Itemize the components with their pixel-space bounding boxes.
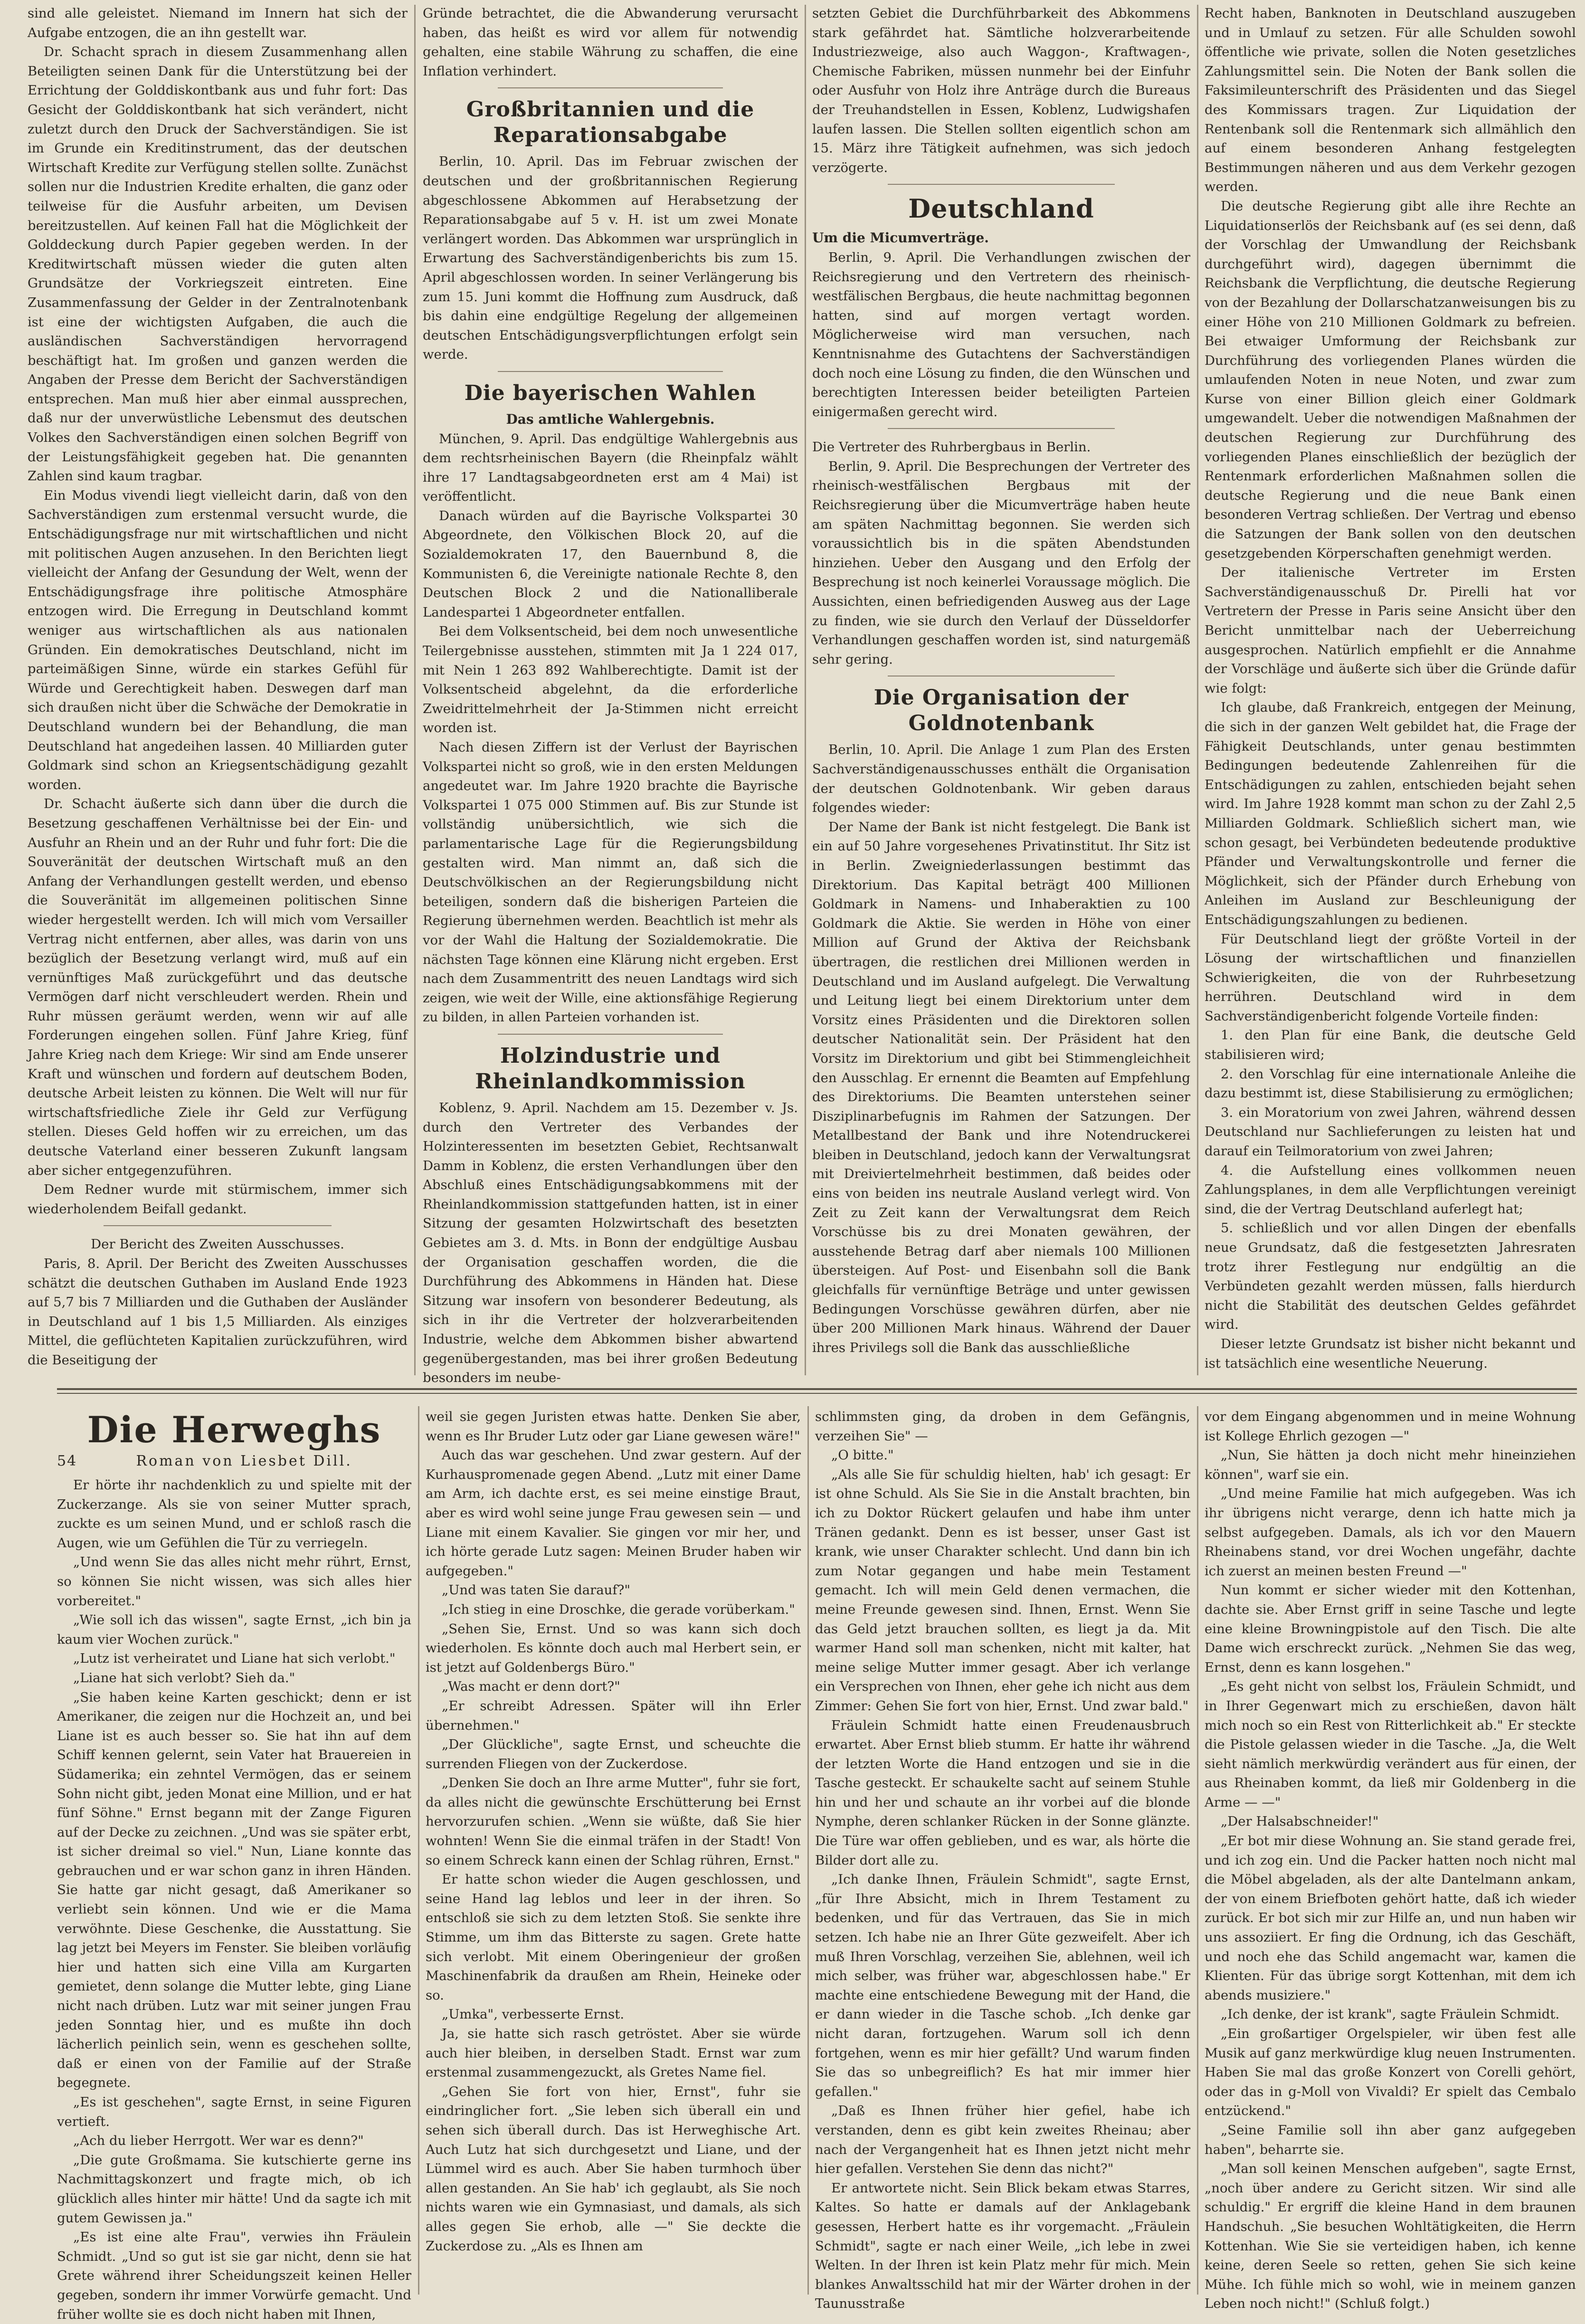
paragraph: Koblenz, 9. April. Nachdem am 15. Dezember v. Js. durch den Vertreter des Verbandes der Holzinteressenten im besetzten Gebiet, Rechtsanwalt Damm in Koblenz, die ersten Verhandlungen über den Abschluß eines Entschädigungsabkommens mit der Rheinlandkommission stattgefunden hatten, ist in einer Sitzung der gesamten Holzwirtschaft des besetzten Gebietes am 3. d. Mts. in Bonn der endgültige Ausbau der Organisation geschaffen worden, die die Durchführung des Abkommens in Händen hat. Diese Sitzung war insofern von besonderer Bedeutung, als sich in ihr die Vertreter der holzverarbeitenden Industrie, welche dem Abkommen bisher abwartend gegenübergestanden, mas bei ihrer großen Bedeutung besonders im neube- bbox=[423, 1100, 798, 1386]
column-rule bbox=[807, 1406, 809, 2295]
divider bbox=[498, 371, 723, 372]
paragraph: Er hatte schon wieder die Augen geschlossen, und seine Hand lag leblos und leer in der ihren. So entschloß sie sich zu dem letzten Stoß. Sie senkte ihre Stimme, um ihm das Bitterste zu sagen. Grete hatte sich verlobt. Mit einem Oberingenieur der großen Maschinenfabrik da draußen am Rhein, Heineke oder so. bbox=[426, 1872, 801, 2003]
section-subheading: Die Vertreter des Ruhrbergbaus in Berlin. bbox=[812, 439, 1091, 455]
section-subheading: Der Bericht des Zweiten Ausschusses. bbox=[91, 1237, 344, 1252]
paragraph: Ja, sie hatte sich rasch getröstet. Aber sie würde auch hier bleiben, in derselben Stadt. Ernst war zum erstenmal zusammengezuckt, als Gretes Name fiel. bbox=[426, 2026, 801, 2080]
paragraph: „Sehen Sie, Ernst. Und so was kann sich doch wiederholen. Es könnte doch auch mal Herbert sein, er ist jetzt auf Goldenbergs Büro." bbox=[426, 1621, 801, 1675]
paragraph: schlimmsten ging, da droben in dem Gefängnis, verzeihen Sie" — bbox=[815, 1409, 1190, 1444]
divider bbox=[888, 184, 1115, 185]
paragraph: sind alle geleistet. Niemand im Innern hat sich der Aufgabe entzogen, die an ihn gestellt war. bbox=[28, 6, 408, 40]
paragraph: Paris, 8. April. Der Bericht des Zweiten Ausschusses schätzt die deutschen Guthaben im Ausland Ende 1923 auf 5,7 bis 7 Milliarden und die Guthaben der Ausländer in Deutschland auf 1 bis 1,5 Milliarden. Als einziges Mittel, die geflüchteten Kapitalien zurückzuführen, wird die Beseitigung der bbox=[28, 1256, 408, 1368]
paragraph: „Und meine Familie hat mich aufgegeben. Was ich ihr übrigens nicht verarge, denn ich hatte mich ja selbst aufgegeben. Damals, als ich vor den Mauern Rheinabens stand, vor drei Wochen ungefähr, dachte ich zuerst an meinen besten Freund —" bbox=[1205, 1486, 1576, 1579]
paragraph: Dr. Schacht äußerte sich dann über die durch die Besetzung geschaffenen Verhältnisse bei der Ein- und Ausfuhr an Rhein und an der Ruhr und fuhr fort: Die die Souveränität der deutschen Wirtschaft muß an den Anfang der Verhandlungen gestellt werden, und ebenso die Souveränität im allgemeinen politischen Sinne wieder hergestellt werden. Ich will mich vom Versailler Vertrag nicht entfernen, aber alles, was darin von uns bezüglich der Besetzung verlangt wird, muß auf ein vernünftiges Maß zurückgeführt und das deutsche Vermögen darf nicht verschleudert werden. Rhein und Ruhr müssen geräumt werden, wenn wir auf alle Forderungen eingehen sollen. Fünf Jahre Krieg, fünf Jahre Krieg nach dem Kriege: Wir sind am Ende unserer Kraft und wünschen und fordern auf deutschem Boden, deutsche Arbeit leisten zu können. Die Welt will nur für wirtschaftsfriedliche Ziele ihr Geld zur Verfügung stellen. Dieses Geld hoffen wir zu erreichen, um das deutsche Vaterland einer besseren Zukunft langsam aber sicher entgegenzuführen. bbox=[28, 796, 408, 1178]
column-rule bbox=[414, 5, 416, 1375]
paragraph: „Liane hat sich verlobt? Sieh da." bbox=[73, 1670, 295, 1686]
column-rule bbox=[805, 5, 806, 1375]
divider bbox=[104, 1225, 332, 1226]
paragraph: Ich glaube, daß Frankreich, entgegen der Meinung, die sich in der ganzen Welt gebildet hat, die Frage der Fähigkeit Deutschlands, unter genau bestimmten Bedingungen bedeutende Zahlenreihen für die Entschädigungen zu zahlen, entschieden bejaht sehen wird. Im Jahre 1928 kommt man schon zu der Zahl 2,5 Milliarden Goldmark. Schließlich sichert man, wie schon gesagt, bei Verbündeten bedeutende produktive Pfänder und Verwaltungskontrolle und ferner die Möglichkeit, sich der Pfänder durch Erhebung von Anleihen im Ausland zur Beschleunigung der Entschädigungszahlungen zu bedienen. bbox=[1205, 700, 1576, 927]
paragraph: Auch das war geschehen. Und zwar gestern. Auf der Kurhauspromenade gegen Abend. „Lutz mit einer Dame am Arm, ich dachte erst, es sei meine einstige Braut, aber es wird wohl seine junge Frau gewesen sein — und Liane mit einem Kavalier. Sie gingen vor mir her, und ich hörte gerade Lutz sagen: Meinen Bruder haben wir aufgegeben." bbox=[426, 1448, 801, 1579]
news-column-1 bbox=[28, 4, 408, 1374]
column-rule bbox=[1197, 1406, 1198, 2295]
list-item: 1. den Plan für eine Bank, die deutsche Geld stabilisieren wird; bbox=[1205, 1028, 1576, 1063]
paragraph: „Ich denke, der ist krank", sagte Fräulein Schmidt. bbox=[1221, 2007, 1560, 2022]
list-item: 2. den Vorschlag für eine internationale Anleihe die dazu bestimmt ist, diese Stabilisierung zu ermöglichen; bbox=[1205, 1066, 1576, 1101]
paragraph: „Der Halsabschneider!" bbox=[1221, 1814, 1379, 1829]
paragraph: Dr. Schacht sprach in diesem Zusammenhang allen Beteiligten seinen Dank für die Unterstützung bei der Errichtung der Golddiskontbank aus und fuhr fort: Das Gesicht der Golddiskontbank hat sich verändert, nicht zuletzt durch den Druck der Sachverständigen. Sie ist im Grunde ein Kreditinstrument, das der deutschen Wirtschaft Kredite zur Verfügung stellen sollte. Zunächst sollen nur die Industrien Kredite erhalten, die ganz oder teilweise für die Ausfuhr arbeiten, um Devisen bereitzustellen. Auf keinen Fall hat die Möglichkeit der Golddeckung durch Papier gegeben werden. In der Kreditwirtschaft müssen wieder die guten alten Grundsätze der Vorkriegszeit eintreten. Eine Zusammenfassung der Gelder in der Zentralnotenbank ist eine der wichtigsten Aufgaben, die auch die ausländischen Sachverständigen hervorragend beschäftigt hat. Im großen und ganzen werden die Angaben der Presse dem Bericht der Sachverständigen entsprechen. Man muß hier aber einmal aussprechen, daß nur der unverwüstliche Lebensmut des deutschen Volkes den Sachverständigen einen solchen Begriff von der Leistungsfähigkeit gegeben hat. Die genannten Zahlen sind kaum tragbar. bbox=[28, 44, 408, 484]
paragraph: Der italienische Vertreter im Ersten Sachverständigenausschuß Dr. Pirelli hat vor Vertretern der Presse in Paris seine Ansicht über den Bericht unmittelbar nach der Ueberreichung ausgesprochen. Natürlich empfiehlt er die Annahme der Vorschläge und äußerte sich über die Gründe dafür wie folgt: bbox=[1205, 565, 1576, 696]
paragraph: „Umka", verbesserte Ernst. bbox=[442, 2007, 625, 2022]
paragraph: Recht haben, Banknoten in Deutschland auszugeben und in Umlauf zu setzen. Für alle Schulden sowohl öffentliche wie private, sollen die Noten gesetzliches Zahlungsmittel sein. Die Noten der Bank sollen die Faksimileunterschrift des Präsidenten und das Siegel des Kommissars tragen. Zur Liquidation der Rentenbank soll die Rentenmark sich allmählich den auf einem besonderen Anhang festgelegten Bestimmungen näheren und aus dem Verkehr gezogen werden. bbox=[1205, 6, 1576, 195]
paragraph: Dieser letzte Grundsatz ist bisher nicht bekannt und ist tatsächlich eine wesentliche Neuerung. bbox=[1205, 1336, 1576, 1371]
paragraph: Er antwortete nicht. Sein Blick bekam etwas Starres, Kaltes. So hatte er damals auf der Anklagebank gesessen, Herbert hatte es ihr vorgemacht. „Fräulein Schmidt", sagte er nach einer Weile, „ich lebe in zwei Welten. In der Ihren ist kein Platz mehr für mich. Mein blankes Anwaltsschild hat mir der Wärter drohen in der Taunusstraße bbox=[815, 2180, 1190, 2312]
paragraph: Ein Modus vivendi liegt vielleicht darin, daß von den Sachverständigen zum erstenmal versucht wurde, die Entschädigungsfrage nur mit wirtschaftlichen und nicht mit politischen Augen anzusehen. In den Berichten liegt vielleicht der Anfang der Gesundung der Welt, wenn der Entschädigungsfrage ihre politische Atmosphäre entzogen wird. Die Erregung in Deutschland kommt weniger aus wirtschaftlichen als aus nationalen Gründen. Ein demokratisches Deutschland, nicht im parteimäßigen Sinne, würde ein starkes Gefühl für Würde und Gerechtigkeit haben. Deswegen darf man sich draußen nicht über die Schwäche der Demokratie in Deutschland wundern bei der Behandlung, die man Deutschland hat angedeihen lassen. 40 Milliarden guter Goldmark sind schon an Kriegsentschädigung gezahlt worden. bbox=[28, 487, 408, 792]
paragraph: Fräulein Schmidt hatte einen Freudenausbruch erwartet. Aber Ernst blieb stumm. Er hatte ihr während der letzten Worte die Hand entzogen und sie in die Tasche gesteckt. Er schaukelte sacht auf seinem Stuhle hin und her und schaute an ihr vorbei auf die blonde Nymphe, deren schlanker Rücken in der Sonne glänzte. Die Türe war offen geblieben, und es war, als hörte die Bilder dort alle zu. bbox=[815, 1717, 1190, 1868]
paragraph: Gründe betrachtet, die die Abwanderung verursacht haben, das heißt es wird vor allem für notwendig gehalten, eine stabile Währung zu schaffen, die eine Inflation verhindert. bbox=[423, 6, 798, 79]
paragraph: Er hörte ihr nachdenklich zu und spielte mit der Zuckerzange. Als sie von seiner Mutter sprach, zuckte es um seinen Mund, und er schloß rasch die Augen, wie um Gefühlen die Tür zu verriegeln. bbox=[57, 1477, 411, 1551]
paragraph: Berlin, 10. April. Das im Februar zwischen der deutschen und der großbritannischen Regierung abgeschlossene Abkommen auf Herabsetzung der Reparationsabgabe auf 5 v. H. ist um zwei Monate verlängert worden. Das Abkommen war ursprünglich in Erwartung des Sachverständigenberichts bis zum 15. April abgeschlossen worden. In seiner Verlängerung bis zum 15. Juni kommt die Hoffnung zum Ausdruck, daß bis dahin eine endgültige Regelung der allgemeinen deutschen Entschädigungsverpflichtungen erfolgt sein werde. bbox=[423, 154, 798, 362]
paragraph: „Daß es Ihnen früher hier gefiel, habe ich verstanden, denn es gibt kein zweites Rheinau; aber nach der Vergangenheit hat es Ihnen jetzt nicht mehr hier gefallen. Verstehen Sie denn das nicht?" bbox=[815, 2103, 1190, 2177]
novel-subtitle: Roman von Liesbet Dill. bbox=[136, 1453, 352, 1469]
list-item: 4. die Aufstellung eines vollkommen neuen Zahlungsplanes, in dem alle Verpflichtungen vereinigt sind, die der Vertrag Deutschland auferlegt hat; bbox=[1205, 1162, 1576, 1217]
paragraph: Für Deutschland liegt der größte Vorteil in der Lösung der wirtschaftlichen und finanziellen Schwierigkeiten, die von der Ruhrbesetzung herrühren. Deutschland wird in dem Sachverständigenbericht folgende Vorteile finden: bbox=[1205, 931, 1576, 1024]
news-column-4 bbox=[1205, 4, 1576, 1374]
paragraph: Nach diesen Ziffern ist der Verlust der Bayrischen Volkspartei nicht so groß, wie in den ersten Meldungen angedeutet war. Im Jahre 1920 brachte die Bayrische Volkspartei 1 075 000 Stimmen auf. Bis zur Stunde ist vollständig unübersichtlich, wie sich die parlamentarische Lage für die Regierungsbildung gestalten wird. Man nimmt an, daß sich die Deutschvölkischen an der Regierungsbildung nicht beteiligen, sondern daß die bisherigen Parteien die Regierung übernehmen werden. Beachtlich ist mehr als vor der Wahl die Haltung der Sozialdemokratie. Die nächsten Tage können eine Klärung nicht ergeben. Erst nach dem Zusammentritt des neuen Landtags wird sich zeigen, wie weit der Wille, eine aktionsfähige Regierung zu bilden, in allen Parteien vorhanden ist. bbox=[423, 740, 798, 1025]
paragraph: „Es ist eine alte Frau", verwies ihn Fräulein Schmidt. „Und so gut ist sie gar nicht, denn sie hat Grete während ihrer Scheidungszeit keinen Heller gegeben, sondern ihr immer Vorwürfe gemacht. Und früher wollte sie es doch nicht haben mit Ihnen, bbox=[57, 2229, 411, 2322]
divider bbox=[498, 87, 723, 88]
article-title-germany: Deutschland bbox=[908, 193, 1094, 224]
article-subtitle: Das amtliche Wahlergebnis. bbox=[506, 411, 715, 427]
paragraph: „Wie soll ich das wissen", sagte Ernst, „ich bin ja kaum vier Wochen zurück." bbox=[57, 1612, 411, 1647]
list-item: 3. ein Moratorium von zwei Jahren, während dessen Deutschland nur Sachlieferungen zu leisten hat und darauf ein Teilmoratorium von zwei Jahren; bbox=[1205, 1105, 1576, 1159]
column-rule bbox=[418, 1406, 419, 2295]
paragraph: „Ich stieg in eine Droschke, die gerade vorüberkam." bbox=[442, 1601, 795, 1617]
divider bbox=[498, 1034, 723, 1035]
article-title-wood: Holzindustrie und Rheinlandkommission bbox=[475, 1043, 746, 1094]
novel-byline bbox=[57, 1452, 411, 1471]
paragraph: „Der Glückliche", sagte Ernst, und scheuchte die surrenden Fliegen von der Zuckerdose. bbox=[426, 1737, 801, 1772]
list-item: 5. schließlich und vor allen Dingen der ebenfalls neue Grundsatz, daß die festgesetzten Jahresraten trotz ihrer Festlegung nur endgültig an die Verbündeten gezahlt werden müssen, falls hierdurch nicht die Stabilität des deutschen Geldes gefährdet wird. bbox=[1205, 1220, 1576, 1333]
paragraph: „Die gute Großmama. Sie kutschierte gerne ins Nachmittagskonzert und fragte mich, ob ich glücklich alles hinter mir hätte! Und da sagte ich mit gutem Gewissen ja." bbox=[57, 2152, 411, 2226]
paragraph: „Und wenn Sie das alles nicht mehr rührt, Ernst, so können Sie nicht wissen, was sich alles hier vorbereitet." bbox=[57, 1554, 411, 1609]
paragraph: „Ein großartiger Orgelspieler, wir üben fest alle Musik auf ganz merkwürdige klug neuen Instrumenten. Haben Sie mal das große Konzert von Corelli gehört, oder das in g-Moll von Vivaldi? Er spielt das Cembalo entzückend." bbox=[1205, 2026, 1576, 2119]
paragraph: „O bitte." bbox=[831, 1448, 894, 1463]
paragraph: setzten Gebiet die Durchführbarkeit des Abkommens stark gefährdet hat. Sämtliche holzverarbeitende Industriezweige, also auch Waggon-, Kraftwagen-, Chemische Fabriken, müssen nunmehr bei der Einfuhr oder Ausfuhr von Holz ihre Anträge durch die Bureaus der Treuhandstellen in Essen, Koblenz, Ludwigshafen laufen lassen. Die Stellen sollten eigentlich schon am 15. März ihre Tätigkeit aufnehmen, was sich jedoch verzögerte. bbox=[812, 6, 1190, 175]
paragraph: vor dem Eingang abgenommen und in meine Wohnung ist Kollege Ehrlich gezogen —" bbox=[1205, 1409, 1576, 1444]
paragraph: „Denken Sie doch an Ihre arme Mutter", fuhr sie fort, da alles nicht die gewünschte Erschütterung bei Ernst hervorzurufen schien. „Wenn sie wüßte, daß Sie hier wohnten! Wenn Sie die einmal träfen in der Stadt! Von so einem Schreck kann einen der Schlag rühren, Ernst." bbox=[426, 1775, 801, 1868]
paragraph: „Was macht er denn dort?" bbox=[442, 1679, 620, 1695]
installment-number: 54 bbox=[57, 1453, 77, 1469]
paragraph: München, 9. April. Das endgültige Wahlergebnis aus dem rechtsrheinischen Bayern (die Rheinpfalz wählt ihre 17 Landtagsabgeordneten erst am 4 Mai) ist veröffentlicht. bbox=[423, 431, 798, 505]
paragraph: „Er schreibt Adressen. Später will ihn Erler übernehmen." bbox=[426, 1698, 801, 1733]
news-column-2 bbox=[423, 4, 798, 1386]
article-title-bavaria: Die bayerischen Wahlen bbox=[464, 381, 757, 405]
paragraph: „Ach du lieber Herrgott. Wer war es denn?" bbox=[73, 2133, 364, 2149]
paragraph: „Ich danke Ihnen, Fräulein Schmidt", sagte Ernst, „für Ihre Absicht, mich in Ihrem Testament zu bedenken, und für das Vertrauen, das Sie in mich setzen. Ich habe nie an Ihrer Güte gezweifelt. Aber ich muß Ihren Vorschlag, verzeihen Sie, ablehnen, weil ich mich selber, was früher war, abgeschlossen habe." Er machte eine entschiedene Bewegung mit der Hand, die er dann wieder in die Tasche schob. „Ich denke gar nicht daran, fortzugehen. Warum soll ich denn fortgehen, wenn es mir hier gefällt? Und warum finden Sie das so unbegreiflich? Es hat mir immer hier gefallen." bbox=[815, 1872, 1190, 2099]
paragraph: „Gehen Sie fort von hier, Ernst", fuhr sie eindringlicher fort. „Sie leben sich überall ein und sehen sich überall durch. Das ist Herweghische Art. Auch Lutz hat sich durchgesetzt und Liane, und der Lümmel wird es auch. Aber Sie haben turmhoch über allen gestanden. An Sie hab' ich geglaubt, als Sie noch nichts waren wie ein Gymnasiast, und damals, als sich alles gegen Sie erhob, alle —" Sie deckte die Zuckerdose zu. „Als es Ihnen am bbox=[426, 2084, 801, 2254]
paragraph: weil sie gegen Juristen etwas hatte. Denken Sie aber, wenn es Ihr Bruder Lutz oder gar Liane gewesen wäre!" bbox=[426, 1409, 801, 1444]
paragraph: Die deutsche Regierung gibt alle ihre Rechte an Liquidationserlös der Reichsbank auf (es sei denn, daß der Vorschlag der Umwandlung der Reichsbank durchgeführt wird), dagegen übernimmt die Reichsbank die Verpflichtung, die deutsche Regierung von der Bezahlung der Dollarschatzanweisungen bis zu einer Höhe von 210 Millionen Goldmark zu befreien. Bei etwaiger Umformung der Reichsbank zur Durchführung des vorliegenden Planes würden die umlaufenden Noten in neue Noten, und zwar zum Kurse von einer Billion gleich einer Goldmark umgewandelt. Ueber die notwendigen Maßnahmen der deutschen Regierung zur Durchführung des vorliegenden Planes einschließlich der bezüglich der Rentenmark erforderlichen Maßnahmen sollen die deutsche Regierung und die neue Bank einen besonderen Vertrag schließen. Der Vertrag und ebenso die Satzungen der Bank sollen von den deutschen gesetzgebenden Körperschaften genehmigt werden. bbox=[1205, 198, 1576, 561]
paragraph: „Es geht nicht von selbst los, Fräulein Schmidt, und in Ihrer Gegenwart mich zu erschießen, davon hält mich noch so ein Rest von Ritterlichkeit ab." Er steckte die Pistole gelassen wieder in die Tasche. „Ja, die Welt sieht nämlich merkwürdig verändert aus für einen, der aus Rheinaben kommt, da ließ mir Goldenberg in die Arme — —" bbox=[1205, 1679, 1576, 1810]
novel-column-1 bbox=[57, 1407, 411, 2322]
novel-column-4 bbox=[1205, 1407, 1576, 2312]
paragraph: Nun kommt er sicher wieder mit den Kottenhan, dachte sie. Aber Ernst griff in seine Tasche und legte eine kleine Browningpistole auf den Tisch. Die alte Dame wich erschreckt zurück. „Nehmen Sie das weg, Ernst, denn es kann losgehen." bbox=[1205, 1582, 1576, 1675]
paragraph: „Man soll keinen Menschen aufgeben", sagte Ernst, „noch über andere zu Gericht sitzen. Wir sind alle schuldig." Er ergriff die kleine Hand in dem braunen Handschuh. „Sie besuchen Wohltätigkeiten, die Herrn Kottenhan. Wie Sie sie verteidigen haben, ich kenne keine, deren Seele so retten, gehen Sie sich keine Mühe. Ich fühle mich so wohl, wie in meinem ganzen Leben noch nicht!" (Schluß folgt.) bbox=[1205, 2161, 1576, 2312]
paragraph: Berlin, 9. April. Die Verhandlungen zwischen der Reichsregierung und den Vertretern des rheinisch-westfälischen Bergbaus, die heute nachmittag begonnen hatten, sind auf morgen vertagt worden. Möglicherweise wird man versuchen, nach Kenntnisnahme des Gutachtens der Sachverständigen doch noch eine Lösung zu finden, die den Wünschen und berechtigten Interessen beider beteiligten Parteien einigermaßen gerecht wird. bbox=[812, 249, 1190, 419]
news-column-3 bbox=[812, 4, 1190, 1374]
column-rule bbox=[1197, 5, 1198, 1375]
paragraph: „Seine Familie soll ihn aber ganz aufgegeben haben", beharrte sie. bbox=[1205, 2122, 1576, 2157]
feuilleton-divider bbox=[57, 1393, 1577, 1394]
paragraph: „Nun, Sie hätten ja doch nicht mehr hineinziehen können", warf sie ein. bbox=[1205, 1448, 1576, 1482]
divider bbox=[888, 428, 1115, 429]
novel-column-3 bbox=[815, 1407, 1190, 2312]
novel-column-2 bbox=[426, 1407, 801, 2295]
feuilleton-divider bbox=[57, 1388, 1577, 1390]
paragraph: „Sie haben keine Karten geschickt; denn er ist Amerikaner, die zeigen nur die Hochzeit an, und bei Liane ist es auch besser so. Sie hat ihn auf dem Schiff kennen gelernt, sein Vater hat Brauereien in Südamerika; ein zehntel Vermögen, das er seinem Sohn nicht gibt, jeden Monat eine Million, und er hat fünf Söhne." Ernst begann mit der Zange Figuren auf der Decke zu zeichnen. „Und was sie später erbt, ist sicher dreimal so viel." Nun, Liane konnte das gebrauchen und er war schon ganz in ihren Händen. Sie hatte gar nicht gesagt, daß Amerikaner so verliebt sein können. Und wie er die Mama verwöhnte. Diese Geschenke, die Ausstattung. Sie lag jetzt bei Meyers im Fenster. Sie bleiben vorläufig hier und hatten sich eine Villa am Kurgarten gemietet, denn solange die Mutter lebte, ging Liane nicht nach drüben. Lutz war mit seiner jungen Frau jeden Sonntag hier, und es mußte ihn doch lächerlich peinlich sein, wenn es geschehen sollte, daß er einen von der Familie auf der Straße begegnete. bbox=[57, 1689, 411, 2091]
paragraph: „Er bot mir diese Wohnung an. Sie stand gerade frei, und ich zog ein. Und die Packer hatten noch nicht mal die Möbel abgeladen, als der alte Dantelmann ankam, der von einem Briefboten gehört hatte, daß ich wieder zurück. Er bot sich mir zur Hilfe an, und nun haben wir uns assoziiert. Er fing die Ordnung, ich das Geschäft, und noch ehe das Schild angemacht war, kamen die Klienten. Für das übrige sorgt Kottenhan, mit dem ich abends musiziere." bbox=[1205, 1833, 1576, 2003]
paragraph: Berlin, 9. April. Die Besprechungen der Vertreter des rheinisch-westfälischen Bergbaus mit der Reichsregierung über die Micumverträge haben heute am späten Nachmittag begonnen. Sie werden sich voraussichtlich bis in die späten Abendstunden hinziehen. Ueber den Ausgang und den Erfolg der Besprechung ist noch keinerlei Voraussage möglich. Die Aussichten, einen befriedigenden Ausweg aus der Lage zu finden, wie sie durch den Verlauf der Düsseldorfer Verhandlungen geschaffen worden ist, sind naturgemäß sehr gering. bbox=[812, 458, 1190, 667]
paragraph: „Und was taten Sie darauf?" bbox=[442, 1582, 630, 1598]
paragraph: „Als alle Sie für schuldig hielten, hab' ich gesagt: Er ist ohne Schuld. Als Sie Sie in die Anstalt brachten, bin ich zu Doktor Rückert gelaufen und habe ihm unter Tränen gedankt. Denn es ist besser, unser Gast ist krank, wie unser Charakter schlecht. Und dann bin ich zum Notar gegangen und habe mein Testament gemacht. Ich will mein Geld denen vermachen, die meine Freunde gewesen sind. Ihnen, Ernst. Wenn Sie das Geld jetzt brauchen sollten, es liegt ja da. Mit warmer Hand soll man schenken, nicht mit kalter, hat meine selige Mutter immer gesagt. Aber ich verlange ein Versprechen von Ihnen, eher gehe ich nicht aus dem Zimmer: Gehen Sie fort von hier, Ernst. Und zwar bald." bbox=[815, 1467, 1190, 1714]
article-title-goldnotenbank: Die Organisation der Goldnotenbank bbox=[873, 686, 1129, 736]
paragraph: Dem Redner wurde mit stürmischem, immer sich wiederholendem Beifall gedankt. bbox=[28, 1182, 408, 1217]
paragraph: „Es ist geschehen", sagte Ernst, in seine Figuren vertieft. bbox=[57, 2095, 411, 2129]
paragraph: Danach würden auf die Bayrische Volkspartei 30 Abgeordnete, den Völkischen Block 20, auf die Sozialdemokraten 17, den Bauernbund 8, die Kommunisten 6, die Vereinigte nationale Rechte 8, den Deutschen Block 2 und die Nationalliberale Landespartei 1 Abgeordneter entfallen. bbox=[423, 508, 798, 620]
article-title-gb: Großbritannien und die Reparationsabgabe bbox=[466, 97, 755, 148]
paragraph: Bei dem Volksentscheid, bei dem noch unwesentliche Teilergebnisse ausstehen, stimmten mit Ja 1 224 017, mit Nein 1 263 892 Wahlberechtigte. Damit ist der Volksentscheid abgelehnt, da die erforderliche Zweidrittelmehrheit der Ja-Stimmen nicht erreicht worden ist. bbox=[423, 624, 798, 736]
paragraph: Berlin, 10. April. Die Anlage 1 zum Plan des Ersten Sachverständigenausschusses enthält die Organisation der deutschen Goldnotenbank. Wir geben daraus folgendes wieder: bbox=[812, 742, 1190, 816]
article-subtitle: Um die Micumverträge. bbox=[812, 230, 989, 246]
paragraph: „Lutz ist verheiratet und Liane hat sich verlobt." bbox=[73, 1651, 396, 1667]
novel-title: Die Herweghs bbox=[87, 1409, 381, 1451]
paragraph: Der Name der Bank ist nicht festgelegt. Die Bank ist ein auf 50 Jahre vorgesehenes Privatinstitut. Ihr Sitz ist in Berlin. Zweigniederlassungen bestimmt das Direktorium. Das Kapital beträgt 400 Millionen Goldmark in Namens- und Inhaberaktien zu 100 Goldmark die Aktie. Sie werden in Höhe von einer Million auf Grund der Aktiva der Reichsbank übertragen, die restlichen drei Millionen werden in Deutschland und im Ausland aufgelegt. Die Verwaltung und Leitung liegt bei einem Direktorium unter dem Vorsitz eines Präsidenten und die Direktoren sollen deutscher Nationalität sein. Der Präsident hat den Vorsitz im Direktorium und gibt bei Stimmengleichheit den Ausschlag. Er ernennt die Beamten auf Empfehlung des Direktoriums. Die Beamten unterstehen seiner Disziplinarbefugnis im Rahmen der Satzungen. Der Metallbestand der Bank und ihre Notendruckerei bleiben in Deutschland, jedoch kann der Verwaltungsrat mit Dreiviertelmehrheit bestimmen, daß beides oder eins von beiden ins neutrale Ausland verlegt wird. Von Zeit zu Zeit kann der Verwaltungsrat dem Reich Vorschüsse bis zu drei Monaten gewähren, der ausstehende Betrag darf aber niemals 100 Millionen übersteigen. Auf Post- und Eisenbahn soll die Bank gleichfalls für vernünftige Beträge und unter gewissen Bedingungen Vorschüsse gewähren dürfen, aber nie über 200 Millionen Mark hinaus. Während der Dauer ihres Privilegs soll die Bank das ausschließliche bbox=[812, 819, 1190, 1355]
